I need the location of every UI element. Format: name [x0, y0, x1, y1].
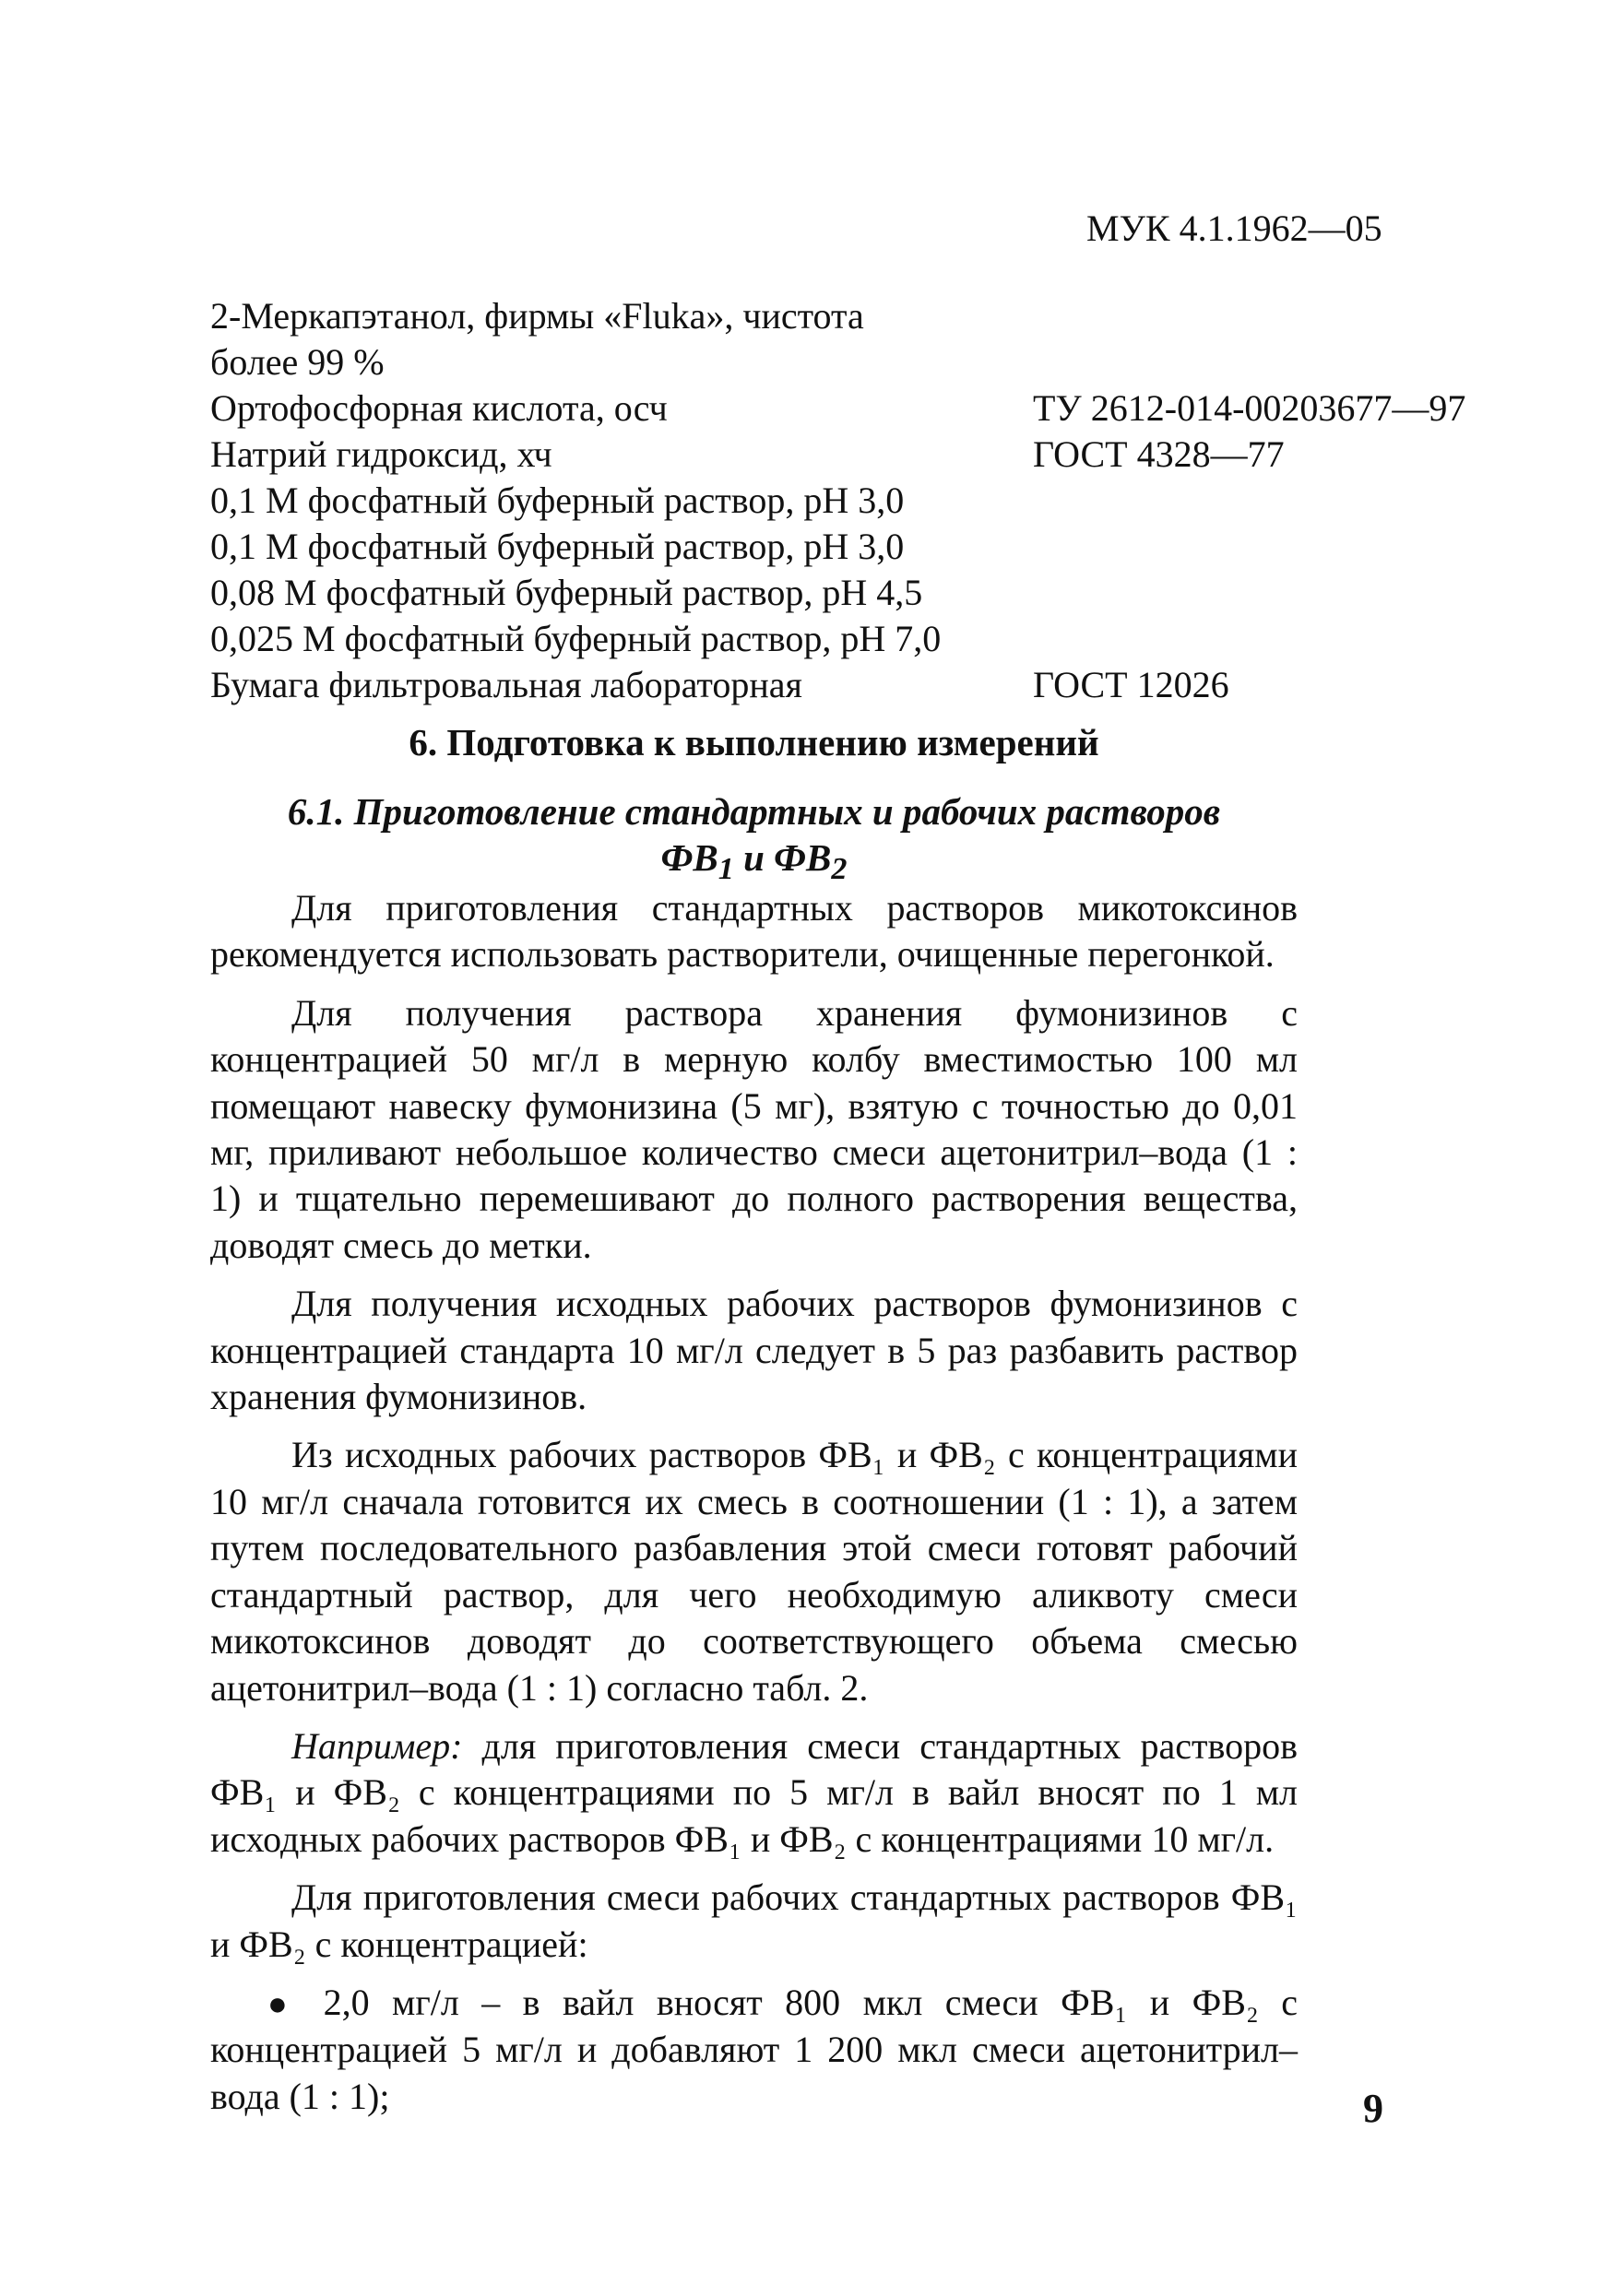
material-name: Бумага фильтровальная лабораторная [210, 664, 802, 705]
material-name: 0,1 М фосфатный буферный раствор, pH 3,0 [210, 479, 905, 521]
materials-list [210, 293, 1501, 708]
material-name: 2-Меркапэтанол, фирмы «Fluka», чистота [210, 295, 864, 337]
material-name: 0,08 М фосфатный буферный раствор, pH 4,5 [210, 572, 923, 613]
material-standard: ГОСТ 12026 [1033, 664, 1229, 705]
material-name: Ортофосфорная кислота, осч [210, 387, 668, 429]
title-conjunction: и [733, 836, 775, 879]
paragraph-example [210, 1723, 1298, 1863]
material-name: Натрий гидроксид, хч [210, 433, 552, 475]
paragraph-concentration-intro: Для приготовления смеси рабочих стандартных растворов ФВ₁ и ФВ₂ с концентрацией: [210, 1876, 1298, 1965]
section-title: 6. Подготовка к выполнению измерений [409, 721, 1099, 763]
material-row [210, 432, 1501, 478]
material-row [210, 616, 1501, 662]
material-standard: ГОСТ 4328—77 [1033, 433, 1285, 475]
bullet-icon: ● [267, 1984, 302, 2022]
fb1-subscript: 1 [718, 852, 734, 887]
body-text [210, 885, 1298, 2132]
material-row [210, 478, 1501, 524]
material-name: 0,1 М фосфатный буферный раствор, pH 3,0 [210, 526, 905, 567]
subsection-title-line1: 6.1. Приготовление стандартных и рабочих растворов [287, 790, 1221, 833]
paragraph-storage-solution: Для получения раствора хранения фумонизинов с концентрацией 50 мг/л в мерную колбу вместимостью 100 мл помещают навеску фумонизина (5 мг), взятую с точностью до 0,01 мг, приливают небольшое количество смеси ацетонитрил–вода (1 : 1) и тщательно перемешивают до полного растворения вещества, доводят смесь до метки. [210, 991, 1298, 1266]
fb2-label: ФВ [774, 836, 832, 879]
fb2-subscript: 2 [831, 852, 848, 887]
example-text: для приготовления смеси стандартных растворов ФВ₁ и ФВ₂ с концентрациями по 5 мг/л в вайл вносят по 1 мл исходных рабочих растворов ФВ₁ и ФВ₂ с концентрациями 10 мг/л. [210, 1724, 1298, 1860]
document-code: МУК 4.1.1962—05 [1086, 207, 1382, 249]
paragraph-solvents: Для приготовления стандартных растворов микотоксинов рекомендуется использовать растворители, очищенные перегонкой. [210, 887, 1298, 976]
example-label: Например: [291, 1724, 463, 1767]
material-row [210, 524, 1501, 570]
subsection-title [210, 788, 1298, 893]
material-name: 0,025 М фосфатный буферный раствор, pH 7,0 [210, 618, 942, 659]
material-name: более 99 % [210, 341, 385, 383]
material-standard: ТУ 2612-014-00203677—97 [1033, 387, 1466, 429]
fb1-label: ФВ [660, 836, 718, 879]
material-row [210, 385, 1501, 432]
page-number: 9 [1363, 2086, 1383, 2131]
material-row [210, 662, 1501, 708]
material-row [210, 339, 1501, 385]
subsection-title-line2 [210, 834, 1298, 893]
material-row [210, 293, 1501, 339]
paragraph-working-solutions: Для получения исходных рабочих растворов фумонизинов с концентрацией стандарта 10 мг/л следует в 5 раз разбавить раствор хранения фумонизинов. [210, 1283, 1298, 1418]
list-item [210, 1980, 1298, 2120]
list-item-text: 2,0 мг/л – в вайл вносят 800 мкл смеси ФВ₁ и ФВ₂ с концентрацией 5 мг/л и добавляют 1 200 мкл смеси ацетонитрил–вода (1 : 1); [210, 1981, 1298, 2117]
paragraph-mixture-preparation: Из исходных рабочих растворов ФВ₁ и ФВ₂ с концентрациями 10 мг/л сначала готовится их смесь в соотношении (1 : 1), а затем путем последовательного разбавления этой смеси готовят рабочий стандартный раствор, для чего необходимую аликвоту смеси микотоксинов доводят до соответствующего объема смесью ацетонитрил–вода (1 : 1) согласно табл. 2. [210, 1434, 1298, 1709]
material-row [210, 570, 1501, 616]
